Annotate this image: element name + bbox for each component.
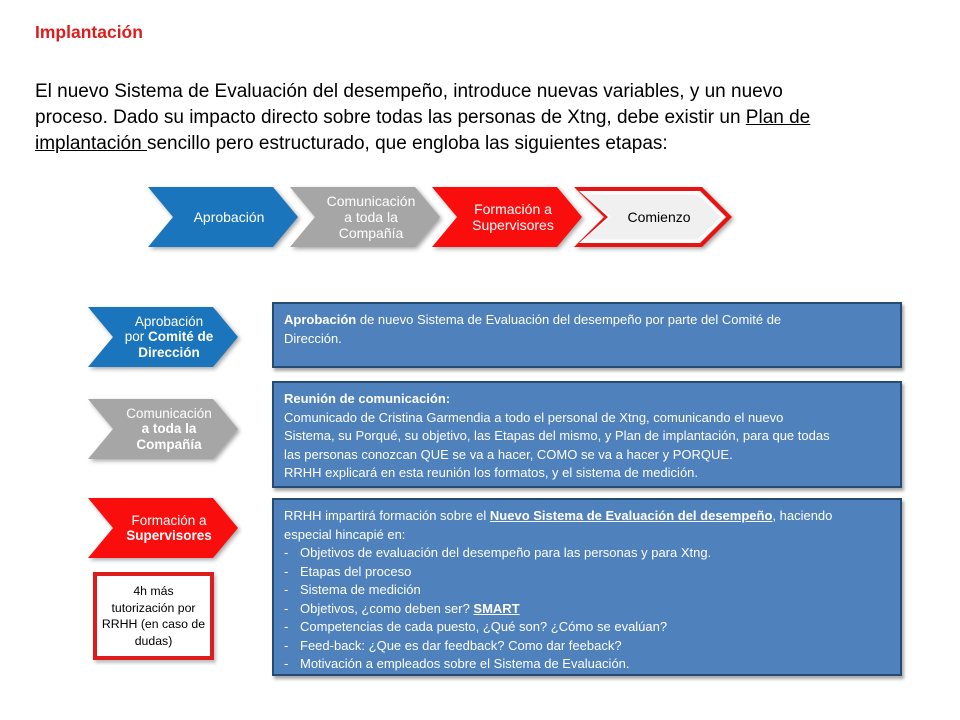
flow-step-comunicacion <box>290 187 440 247</box>
note-box: 4h más tutorización por RRHH (en caso de dudas) <box>93 572 214 660</box>
detail-box-aprobacion: Aprobación de nuevo Sistema de Evaluación del desempeño por parte del Comité de Dirección. <box>272 302 902 368</box>
intro-paragraph: El nuevo Sistema de Evaluación del desempeño, introduce nuevas variables, y un nuevo proceso. Dado su impacto directo sobre todas las personas de Xtng, debe existir un Plan de implantación sencillo pero estructurado, que engloba las siguientes etapas: <box>35 81 811 154</box>
flow-step-formacion <box>432 187 582 247</box>
row-chevron-formacion <box>88 498 238 558</box>
flow-step-comienzo <box>574 187 732 247</box>
flow-step-aprobacion <box>148 187 298 247</box>
row-chevron-aprobacion <box>88 307 238 367</box>
page-title: Implantación <box>35 22 143 42</box>
detail-box-comunicacion: Reunión de comunicación: Comunicado de Cristina Garmendia a todo el personal de Xtng, comunicando el nuevo Sistema, su Porqué, su objetivo, las Etapas del mismo, y Plan de implantación, para que todas las personas conozcan QUE se va a hacer, COMO se va a hacer y PORQUE. RRHH explicará en esta reunión los formatos, y el sistema de medición. <box>272 381 902 488</box>
row-chevron-comunicacion <box>88 399 238 459</box>
row-chevron-label: Comunicación a toda la Compañía <box>126 405 212 452</box>
flow-step-label: Formación a Supervisores <box>472 201 554 233</box>
row-chevron-label: Aprobación por Comité de Dirección <box>124 313 214 360</box>
flow-step-label: Aprobación <box>193 209 265 225</box>
flow-step-label: Comienzo <box>627 209 691 225</box>
row-chevron-label: Formación a Supervisores <box>126 512 212 543</box>
detail-box-formacion: RRHH impartirá formación sobre el Nuevo Sistema de Evaluación del desempeño, haciendo especial hincapié en: - Objetivos de evaluación del desempeño para las personas y para Xtng. - Etapas del proceso - Sistema de medición - Objetivos, ¿como deben ser? SMART - Competencias de cada puesto, ¿Qué son? ¿Cómo se evalúan? - Feed-back: ¿Que es dar feedback? Como dar feeback? - Motivación a empleados sobre el Sistema de Evaluación. <box>272 498 902 676</box>
flow-step-label: Comunicación a toda la Compañía <box>326 193 416 241</box>
